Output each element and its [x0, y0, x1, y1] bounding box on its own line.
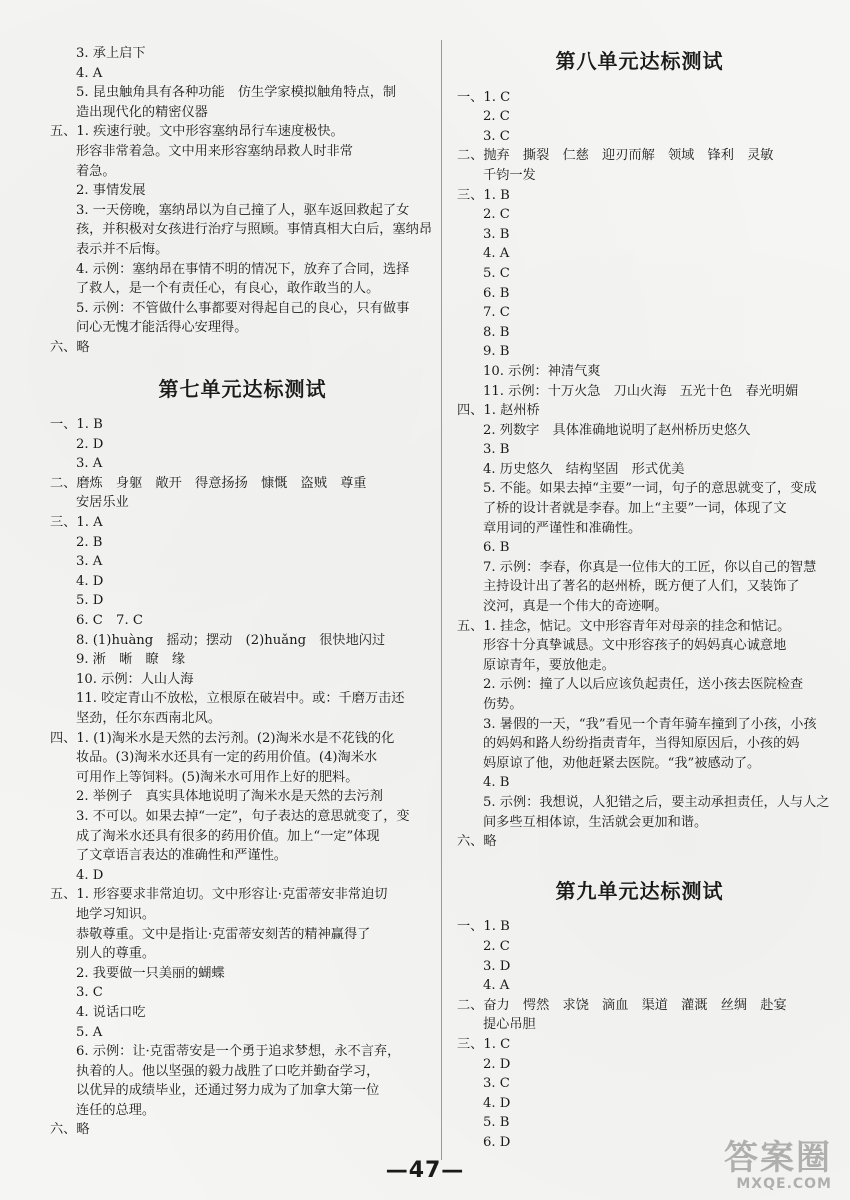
answer-line: 二、磨炼 身躯 敞开 得意扬扬 慷慨 盗贼 尊重: [50, 475, 367, 491]
answer-line: 4. A: [76, 65, 103, 81]
answer-line: 表示并不后悔。: [76, 241, 169, 257]
answer-line: 造出现代化的精密仪器: [76, 104, 208, 120]
answer-line: 问心无愧才能活得心安理得。: [76, 320, 248, 336]
answer-line: 洨河，真是一个伟大的奇迹啊。: [483, 599, 668, 615]
answer-line: 3. A: [76, 554, 103, 570]
answer-line: 11. 咬定青山不放松，立根原在破岩中。或：千磨万击还: [76, 691, 405, 707]
answer-line: 6. B: [483, 285, 510, 301]
answer-line: 3. 不可以。如果去掉“一定”，句子表达的意思就变了，变: [76, 808, 410, 824]
unit8-title: 第八单元达标测试: [555, 49, 724, 73]
answer-line: 一、1. B: [50, 417, 103, 433]
answer-line: 5. 不能。如果去掉“主要”一词，句子的意思就变了，变成: [483, 481, 817, 497]
answer-line: 4. 说话口吃: [76, 1004, 146, 1020]
answer-line: 4. B: [483, 775, 510, 791]
answer-line: 8. B: [483, 324, 510, 340]
answer-line: 4. 示例：塞纳昂在事情不明的情况下，放弃了合同，选择: [76, 261, 410, 277]
unit7-title: 第七单元达标测试: [158, 376, 327, 401]
answer-line: 5. 昆虫触角具有各种功能 仿生学家模拟触角特点，制: [76, 85, 397, 101]
answer-line: 4. A: [483, 246, 510, 262]
answer-line: 2. D: [483, 1056, 511, 1072]
watermark-url: MXQE.COM: [736, 1176, 832, 1192]
answer-line: 5. C: [483, 265, 510, 281]
answer-line: 六、略: [50, 1122, 90, 1138]
answer-line: 6. D: [483, 1134, 511, 1150]
answer-line: 以优异的成绩毕业，还通过努力成为了加拿大第一位: [76, 1083, 380, 1099]
unit9-title: 第九单元达标测试: [555, 878, 724, 903]
answer-line: 3. 承上启下: [76, 46, 146, 61]
answer-line: 4. D: [76, 573, 104, 589]
answer-line: 2. 示例：撞了人以后应该负起责任，送小孩去医院检查: [483, 677, 804, 693]
answer-line: 别人的尊重。: [76, 946, 156, 962]
answer-line: 了桥的设计者就是李春。加上“主要”一词，体现了文: [483, 501, 787, 517]
unit9-answers: [457, 917, 822, 1152]
answer-line: 3. A: [76, 456, 103, 472]
answer-line: 6. B: [483, 540, 510, 556]
answer-line: 4. 历史悠久 结构坚固 形式优美: [483, 461, 685, 477]
answer-line: 9. 淅 晰 瞭 缘: [76, 652, 186, 668]
answer-line: 形容非常着急。文中用来形容塞纳昂救人时非常: [76, 143, 353, 159]
answer-line: 7. C: [483, 305, 510, 321]
answer-line: 2. 列数字 具体准确地说明了赵州桥历史悠久: [483, 422, 751, 438]
answer-line: 3. 暑假的一天，“我”看见一个青年骑车撞到了小孩，小孩: [483, 716, 817, 732]
answer-line: 成了淘米水还具有很多的药用价值。加上“一定”体现: [76, 828, 380, 844]
answer-line: 4. D: [76, 867, 104, 883]
answer-line: 3. C: [76, 985, 103, 1001]
page-number: —47—: [385, 1158, 465, 1183]
left-column: [50, 44, 435, 1140]
answer-line: 恭敬尊重。文中是指让·克雷蒂安刻苦的精神赢得了: [76, 926, 371, 942]
answer-line: 9. B: [483, 344, 510, 360]
answer-line: 5. 示例：不管做什么事都要对得起自己的良心，只有做事: [76, 300, 410, 316]
answer-line: 二、奋力 愕然 求饶 滴血 渠道 灌溉 丝绸 赴宴: [457, 997, 787, 1013]
answer-line: 二、抛弃 撕裂 仁慈 迎刃而解 领域 锋利 灵敏: [457, 148, 774, 164]
answer-line: 3. 一天傍晚，塞纳昂以为自己撞了人，驱车返回救起了女: [76, 202, 410, 218]
answer-line: 执着的人。他以坚强的毅力战胜了口吃并勤奋学习，: [76, 1063, 380, 1079]
answer-line: 2. D: [76, 436, 104, 452]
answer-line: 2. 举例子 真实具体地说明了淘米水是天然的去污剂: [76, 789, 383, 805]
answer-line: 3. C: [483, 128, 510, 144]
answer-line: 间多些互相体谅，生活就会更加和谐。: [483, 814, 708, 830]
answer-line: 2. C: [483, 938, 510, 954]
answer-line: 的妈妈和路人纷纷指责青年，当得知原因后，小孩的妈: [483, 736, 800, 752]
answer-line: 形容十分真挚诚恳。文中形容孩子的妈妈真心诚意地: [483, 638, 787, 654]
answer-line: 原谅青年，要放他走。: [483, 657, 615, 673]
answer-line: 着急。: [76, 163, 116, 179]
answer-line: 7. 示例：李春，你真是一位伟大的工匠，你以自己的智慧: [483, 559, 817, 575]
answer-line: 4. D: [483, 1095, 511, 1111]
answer-line: 五、1. 形容要求非常迫切。文中形容让·克雷蒂安非常迫切: [50, 887, 388, 903]
answer-line: 5. A: [76, 1024, 103, 1040]
answer-line: 2. C: [483, 207, 510, 223]
answer-line: 五、1. 疾速行驶。文中形容塞纳昂行车速度极快。: [50, 124, 344, 140]
answer-line: 伤势。: [483, 697, 523, 712]
answer-line: 3. B: [483, 442, 510, 458]
answer-line: 8. (1)huàng 摇动；摆动 (2)huǎng 很快地闪过: [76, 632, 386, 648]
answer-line: 三、1. A: [50, 515, 103, 531]
answer-line: 2. B: [76, 534, 103, 550]
answer-line: 安居乐业: [76, 495, 129, 511]
answer-line: 5. 示例：我想说，人犯错之后，要主动承担责任，人与人之: [483, 794, 830, 810]
right-column: [457, 49, 830, 1152]
answer-line: 一、1. B: [457, 919, 510, 935]
answer-line: 4. A: [483, 978, 510, 994]
answer-line: 三、1. C: [457, 1036, 511, 1052]
answer-line: 孩，并积极对女孩进行治疗与照顾。事情真相大白后，塞纳昂: [76, 222, 433, 238]
answer-line: 5. B: [483, 1115, 510, 1131]
answer-line: 提心吊胆: [483, 1017, 536, 1033]
answer-line: 6. 示例：让·克雷蒂安是一个勇于追求梦想，永不言弃，: [76, 1044, 401, 1060]
unit7-answers: [50, 415, 435, 1140]
answer-line: 坚劲，任尔东西南北风。: [76, 711, 222, 726]
answer-line: 主持设计出了著名的赵州桥，既方便了人们，又装饰了: [483, 579, 800, 595]
answer-line: 章用词的严谨性和准确性。: [483, 520, 642, 536]
answer-line: 四、1. 赵州桥: [457, 403, 540, 419]
answer-line: 3. C: [483, 1076, 510, 1092]
watermark-text: 答案圈: [724, 1138, 832, 1178]
answer-line: 5. D: [76, 593, 104, 609]
answer-line: 妆品。(3)淘米水还具有一定的药用价值。(4)淘米水: [76, 750, 378, 766]
answer-line: 地学习知识。: [76, 906, 156, 922]
unit8-answers: [457, 88, 830, 852]
answer-line: 六、略: [457, 834, 497, 850]
answer-line: 三、1. B: [457, 187, 510, 203]
answer-line: 了救人，是一个有责任心，有良心，敢作敢当的人。: [76, 281, 380, 297]
answer-line: 妈原谅了他，劝他赶紧去医院。“我”被感动了。: [483, 755, 761, 771]
unit6-tail-answers: [50, 44, 435, 358]
answer-line: 四、1. (1)淘米水是天然的去污剂。(2)淘米水是不花钱的化: [50, 730, 395, 746]
answer-line: 3. B: [483, 226, 510, 242]
watermark-logo: [724, 1140, 832, 1192]
answer-line: 2. 我要做一只美丽的蝴蝶: [76, 965, 225, 981]
answer-line: 6. C 7. C: [76, 613, 143, 629]
answer-line: 11. 示例：十万火急 刀山火海 五光十色 春光明媚: [483, 383, 799, 399]
answer-line: 五、1. 挂念，惦记。文中形容青年对母亲的挂念和惦记。: [457, 618, 791, 634]
answer-line: 一、1. C: [457, 89, 511, 105]
answer-line: 了文章语言表达的准确性和严谨性。: [76, 848, 287, 864]
answer-line: 六、略: [50, 339, 90, 355]
answer-line: 2. 事情发展: [76, 183, 146, 199]
answer-line: 10. 示例：人山人海: [76, 671, 194, 687]
answer-line: 可用作上等饲料。(5)淘米水可用作上好的肥料。: [76, 769, 359, 785]
answer-line: 千钧一发: [483, 167, 536, 183]
answer-line: 2. C: [483, 109, 510, 125]
answer-line: 3. D: [483, 958, 511, 974]
answer-line: 10. 示例：神清气爽: [483, 363, 601, 379]
column-divider: [441, 40, 442, 1160]
answer-line: 连任的总理。: [76, 1102, 156, 1118]
